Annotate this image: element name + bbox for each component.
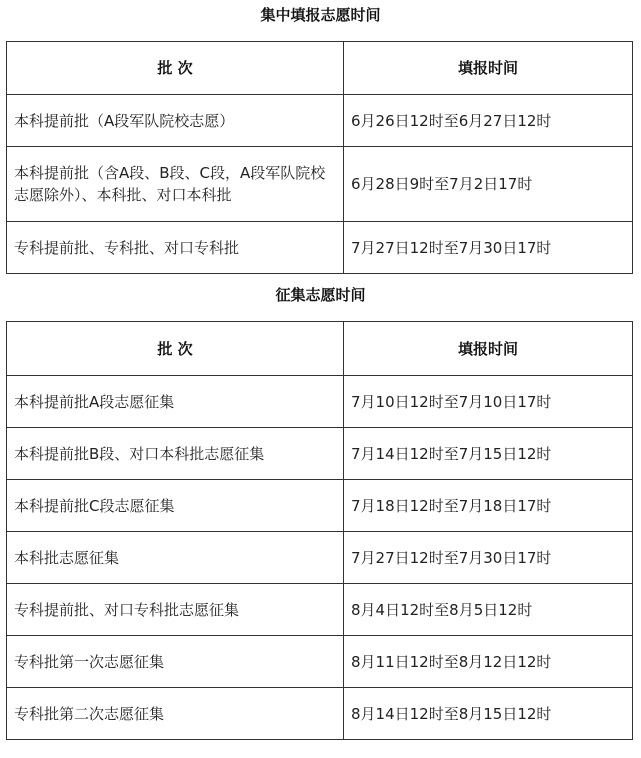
table-row: [7, 95, 633, 147]
batch-cell: 本科提前批（A段军队院校志愿）: [7, 95, 344, 147]
table-row: [7, 584, 633, 636]
centralized-filling-table: [6, 41, 633, 274]
table-row: [7, 428, 633, 480]
supplementary-filling-table: [6, 321, 633, 740]
time-cell: 7月10日12时至7月10日17时: [344, 376, 633, 428]
time-cell: 7月18日12时至7月18日17时: [344, 480, 633, 532]
batch-cell: 专科批第二次志愿征集: [7, 688, 344, 740]
batch-cell: 专科提前批、专科批、对口专科批: [7, 222, 344, 274]
column-header-time: 填报时间: [344, 42, 633, 95]
batch-cell: 本科提前批B段、对口本科批志愿征集: [7, 428, 344, 480]
batch-cell: 专科提前批、对口专科批志愿征集: [7, 584, 344, 636]
batch-cell: 专科批第一次志愿征集: [7, 636, 344, 688]
batch-cell: 本科提前批C段志愿征集: [7, 480, 344, 532]
batch-cell: 本科提前批A段志愿征集: [7, 376, 344, 428]
column-header-time: 填报时间: [344, 322, 633, 376]
time-cell: 8月11日12时至8月12日12时: [344, 636, 633, 688]
time-cell: 6月28日9时至7月2日17时: [344, 147, 633, 222]
batch-cell: 本科提前批（含A段、B段、C段，A段军队院校志愿除外）、本科批、对口本科批: [7, 147, 344, 222]
section-title-supplementary: 征集志愿时间: [275, 286, 366, 304]
table-header-row: [7, 322, 633, 376]
table-row: [7, 532, 633, 584]
table-row: [7, 480, 633, 532]
time-cell: 7月27日12时至7月30日17时: [344, 222, 633, 274]
table-row: [7, 376, 633, 428]
table-row: [7, 147, 633, 222]
table-row: [7, 222, 633, 274]
time-cell: 6月26日12时至6月27日12时: [344, 95, 633, 147]
time-cell: 8月4日12时至8月5日12时: [344, 584, 633, 636]
table-header-row: [7, 42, 633, 95]
column-header-batch: 批 次: [7, 322, 344, 376]
section-title-centralized: 集中填报志愿时间: [260, 6, 381, 24]
time-cell: 8月14日12时至8月15日12时: [344, 688, 633, 740]
column-header-batch: 批 次: [7, 42, 344, 95]
time-cell: 7月27日12时至7月30日17时: [344, 532, 633, 584]
table-row: [7, 688, 633, 740]
table-row: [7, 636, 633, 688]
time-cell: 7月14日12时至7月15日12时: [344, 428, 633, 480]
batch-cell: 本科批志愿征集: [7, 532, 344, 584]
